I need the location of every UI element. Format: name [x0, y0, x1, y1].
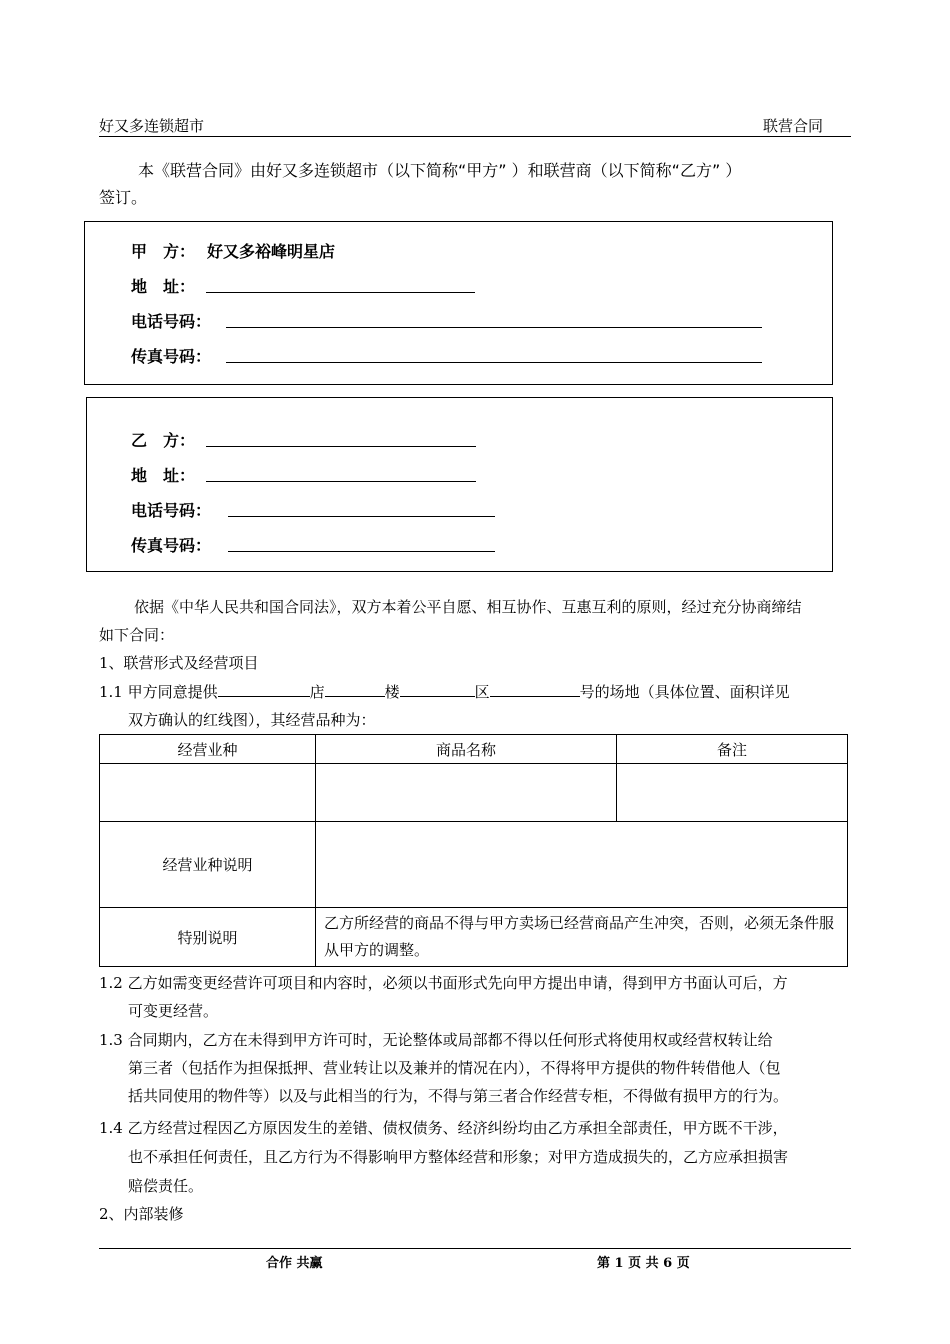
clause-1-4-line-3: 赔偿责任。 [128, 1177, 204, 1195]
party-a-address-field[interactable] [206, 292, 475, 293]
table-header-cell: 商品名称 [316, 735, 617, 764]
preamble-line-1: 依据《中华人民共和国合同法》，双方本着公平自愿、相互协作、互惠互利的原则，经过充分协商缔结 [134, 598, 802, 616]
clause-1-3-line-1: 1.3 合同期内，乙方在未得到甲方许可时，无论整体或局部都不得以任何形式将使用权或经营权转让给 [99, 1031, 773, 1049]
header-rule [99, 136, 851, 137]
zone-blank[interactable] [400, 680, 475, 697]
operations-table [99, 734, 848, 967]
party-b-phone-field[interactable] [228, 516, 495, 517]
table-cell-business-type[interactable] [100, 764, 316, 822]
table-header-cell: 备注 [617, 735, 848, 764]
intro-line-1: 本《联营合同》由好又多连锁超市（以下简称“甲方” ）和联营商（以下简称“乙方” ） [138, 161, 742, 180]
clause-1-1-line-2: 双方确认的红线图），其经营品种为： [128, 711, 376, 729]
party-b-address-label: 地 址： [131, 466, 196, 485]
section-2-title: 2、内部装修 [99, 1205, 184, 1223]
footer-slogan: 合作 共赢 [266, 1256, 323, 1271]
table-cell-business-description[interactable] [316, 822, 848, 908]
clause-1-4-line-1: 1.4 乙方经营过程因乙方原因发生的差错、债权债务、经济纠纷均由乙方承担全部责任，甲方既不干涉， [99, 1119, 788, 1137]
table-cell-special-note: 乙方所经营的商品不得与甲方卖场已经营商品产生冲突，否则，必须无条件服从甲方的调整。 [316, 908, 848, 967]
store-blank[interactable] [218, 680, 310, 697]
header-doc-title: 联营合同 [763, 117, 824, 135]
table-row [100, 764, 848, 822]
clause-1-1-part-4: 区 [474, 683, 490, 701]
table-cell-label: 特别说明 [100, 908, 316, 967]
party-b-fax-field[interactable] [228, 551, 495, 552]
table-cell-product-name[interactable] [316, 764, 617, 822]
table-row [100, 908, 848, 967]
table-header-cell: 经营业种 [100, 735, 316, 764]
number-blank[interactable] [490, 680, 580, 697]
table-cell-remarks[interactable] [617, 764, 848, 822]
clause-1-2-line-2: 可变更经营。 [128, 1002, 219, 1020]
table-cell-label: 经营业种说明 [100, 822, 316, 908]
clause-1-3-line-2: 第三者（包括作为担保抵押、营业转让以及兼并的情况在内），不得将甲方提供的物件转借他人（包 [128, 1059, 781, 1077]
party-a-address-label: 地 址： [131, 277, 196, 296]
party-b-address-field[interactable] [206, 481, 476, 482]
clause-1-1-part-3: 楼 [384, 683, 400, 701]
table-header-row [100, 735, 848, 764]
party-a-fax-field[interactable] [226, 362, 762, 363]
clause-1-4-line-2: 也不承担任何责任，且乙方行为不得影响甲方整体经营和形象；对甲方造成损失的，乙方应承担损害 [128, 1148, 789, 1166]
party-a-name-label: 甲 方： [131, 242, 196, 261]
clause-1-3-line-3: 括共同使用的物件等）以及与此相当的行为，不得与第三者合作经营专柜，不得做有损甲方的行为。 [128, 1087, 789, 1105]
clause-1-1-part-2: 店 [309, 683, 325, 701]
table-row [100, 822, 848, 908]
preamble-line-2: 如下合同： [99, 626, 175, 644]
clause-1-2-line-1: 1.2 乙方如需变更经营许可项目和内容时，必须以书面形式先向甲方提出申请，得到甲方书面认可后，方 [99, 974, 788, 992]
clause-1-1-line-1 [99, 677, 790, 707]
party-a-phone-field[interactable] [226, 327, 762, 328]
intro-line-2: 签订。 [99, 188, 148, 207]
floor-blank[interactable] [325, 680, 385, 697]
footer-rule [99, 1248, 851, 1249]
party-b-phone-label: 电话号码： [131, 501, 212, 520]
section-1-title: 1、联营形式及经营项目 [99, 654, 259, 672]
party-b-fax-label: 传真号码： [131, 536, 212, 555]
party-b-name-label: 乙 方： [131, 431, 196, 450]
party-a-name-value: 好又多裕峰明星店 [207, 242, 336, 261]
party-a-fax-label: 传真号码： [131, 347, 212, 366]
clause-1-1-part-5: 号的场地（具体位置、面积详见 [579, 683, 790, 701]
party-b-name-field[interactable] [206, 446, 476, 447]
clause-1-1-part-1: 1.1 甲方同意提供 [99, 683, 218, 701]
party-a-phone-label: 电话号码： [131, 312, 212, 331]
header-company-name: 好又多连锁超市 [99, 117, 205, 135]
page-number: 第 1 页 共 6 页 [597, 1256, 690, 1271]
